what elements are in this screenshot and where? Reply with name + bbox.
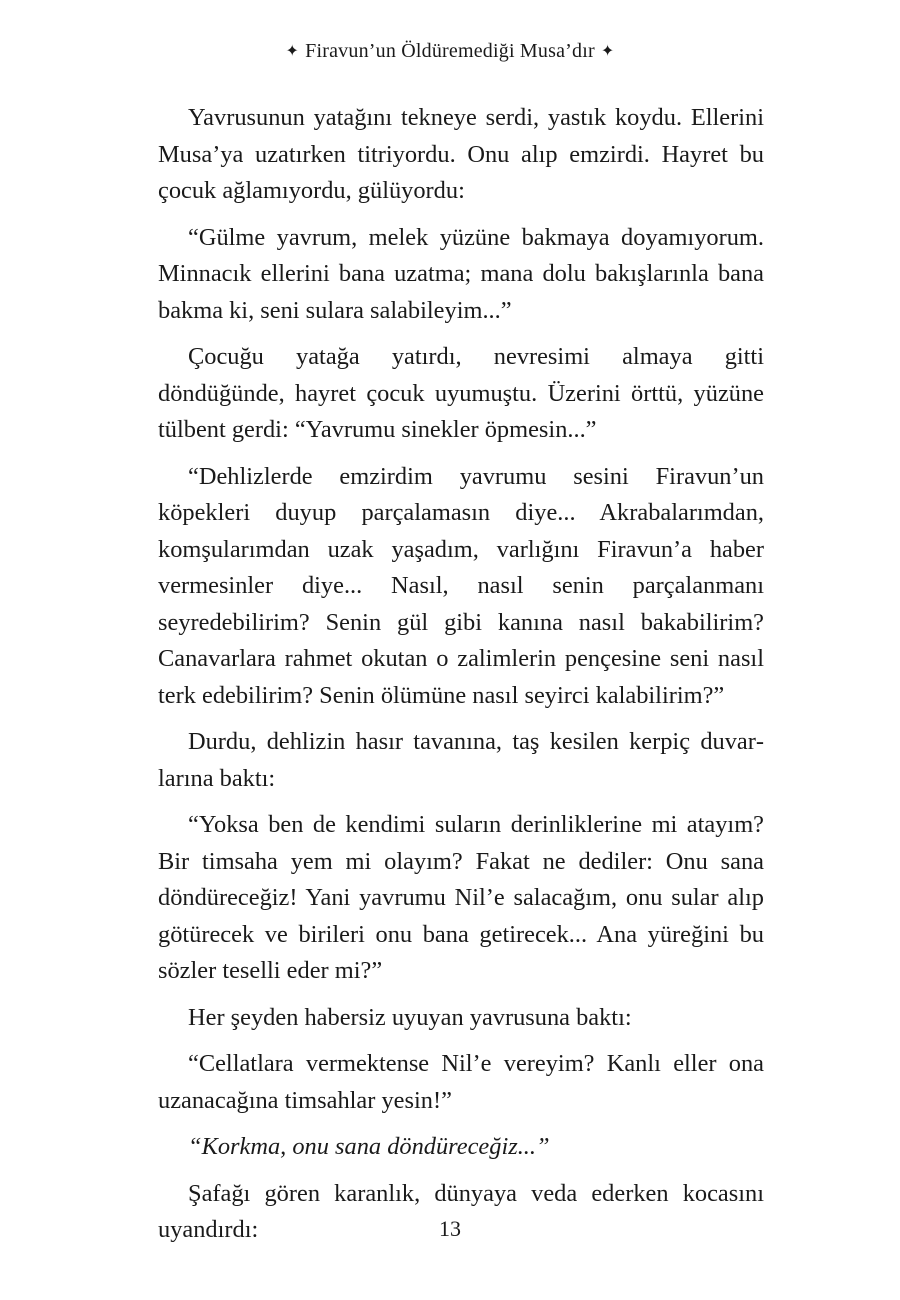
paragraph-8: “Cellatlara vermektense Nil’e vereyim? Kanlı eller ona uzanacağına timsahlar yesin!” [158, 1050, 764, 1114]
paragraph-1: Yavrusunun yatağını tekneye serdi, yastık koydu. Ellerini Musa’ya uzatırken titriyordu. Onu alıp emzirdi. Hayret bu çocuk ağlamıyordu, gülüyordu: [158, 104, 764, 204]
paragraph-2: “Gülme yavrum, melek yüzüne bakmaya doyamıyorum. Minnacık ellerini bana uzatma; mana dolu bakışlarınla bana bakma ki, seni sulara salabileyim...” [158, 223, 764, 324]
ornament-left-icon: ✦ [285, 43, 300, 60]
paragraph-7: Her şeyden habersiz uyuyan yavrusuna baktı: [188, 1003, 632, 1031]
paragraph-4: “Dehlizlerde emzirdim yavrumu sesini Firavun’un köpekleri duyup parçalamasın diye... Akrabalarımdan, komşularımdan uzak yaşadım, varlığını Firavun’a haber vermesinler diye... Nasıl, nasıl senin parçalanmanı seyredebilirim? Senin gül gibi kanına nasıl bakabilirim? Canavarlara rahmet okutan o zalimlerin pençesine seni nasıl terk edebilirim? Senin ölümüne nasıl seyirci kalabilirim?” [158, 462, 764, 709]
paragraph-10: Şafağı gören karanlık, dünyaya veda ederken kocasını uyandırdı: [158, 1179, 764, 1243]
running-header [0, 40, 900, 63]
paragraph-9: “Korkma, onu sana döndüreceğiz...” [188, 1133, 550, 1160]
paragraph-6: “Yoksa ben de kendimi suların derinliklerine mi atayım? Bir timsaha yem mi olayım? Fakat ne dediler: Onu sana döndüreceğiz! Yani yavrumu Nil’e salacağım, onu sular alıp götürecek ve birileri onu bana getirecek... Ana yüreğini bu sözler teselli eder mi?” [158, 811, 764, 984]
ornament-right-icon: ✦ [600, 43, 615, 60]
book-title: Firavun’un Öldüremediği Musa’dır [305, 40, 595, 62]
paragraph-3: Çocuğu yatağa yatırdı, nevresimi almaya gitti döndüğünde, hayret çocuk uyumuştu. Üzerini örttü, yüzüne tülbent gerdi: “Yavrumu sinekler öpmesin...” [158, 343, 764, 443]
paragraph-5: Durdu, dehlizin hasır tavanına, taş kesilen kerpiç duvarlarına baktı: [158, 728, 764, 792]
page-number: 13 [439, 1216, 461, 1241]
body-text [158, 100, 764, 1259]
